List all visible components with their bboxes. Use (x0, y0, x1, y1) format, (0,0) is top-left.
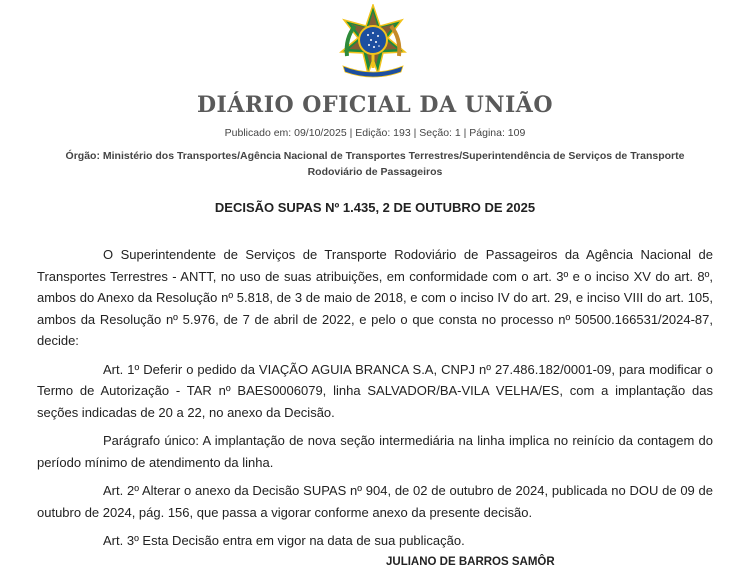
document-title: DECISÃO SUPAS Nº 1.435, 2 DE OUTUBRO DE 2025 (214, 200, 536, 215)
publication-info: Publicado em: 09/10/2025 | Edição: 193 | Seção: 1 | Página: 109 (224, 127, 526, 139)
paragraph-preamble: O Superintendente de Serviços de Transporte Rodoviário de Passageiros da Agência Nacional de Transportes Terrestres - ANTT, no uso de suas atribuições, em conformidade com o art. 3º e o inciso XV do art. 8º, ambos do Anexo da Resolução nº 5.818, de 3 de maio de 2018, e com o inciso IV do art. 29, e inciso VIII do art. 105, ambos da Resolução nº 5.976, de 7 de abril de 2022, e pelo o que consta no processo nº 50500.166531/2024-87, decide: (37, 247, 713, 348)
masthead-title: DIÁRIO OFICIAL DA UNIÃO (196, 92, 554, 118)
paragraph-single-paragraph: Parágrafo único: A implantação de nova seção intermediária na linha implica no reinício da contagem do período mínimo de atendimento da linha. (37, 433, 713, 470)
paragraph-art-3: Art. 3º Esta Decisão entra em vigor na data de sua publicação. (103, 533, 465, 548)
issuing-organ: Órgão: Ministério dos Transportes/Agência Nacional de Transportes Terrestres/Superintendência de Serviços de Transporte Rodoviário de Passageiros (65, 150, 685, 178)
emblem-disc (359, 26, 387, 54)
paragraph-art-2: Art. 2º Alterar o anexo da Decisão SUPAS nº 904, de 02 de outubro de 2024, publicada no DOU de 09 de outubro de 2024, pág. 156, que passa a vigorar conforme anexo da presente decisão. (37, 483, 713, 520)
paragraph-art-1: Art. 1º Deferir o pedido da VIAÇÃO AGUIA BRANCA S.A, CNPJ nº 27.486.182/0001-09, para modificar o Termo de Autorização - TAR nº BAES0006079, linha SALVADOR/BA-VILA VELHA/ES, com a implantação das seções indicadas de 20 a 22, no anexo da Decisão. (37, 361, 713, 420)
emblem-sword (372, 54, 375, 68)
signature-name: JULIANO DE BARROS SAMÔR (386, 556, 555, 568)
document-body (37, 244, 713, 559)
brazil-coat-of-arms-icon (335, 4, 411, 80)
